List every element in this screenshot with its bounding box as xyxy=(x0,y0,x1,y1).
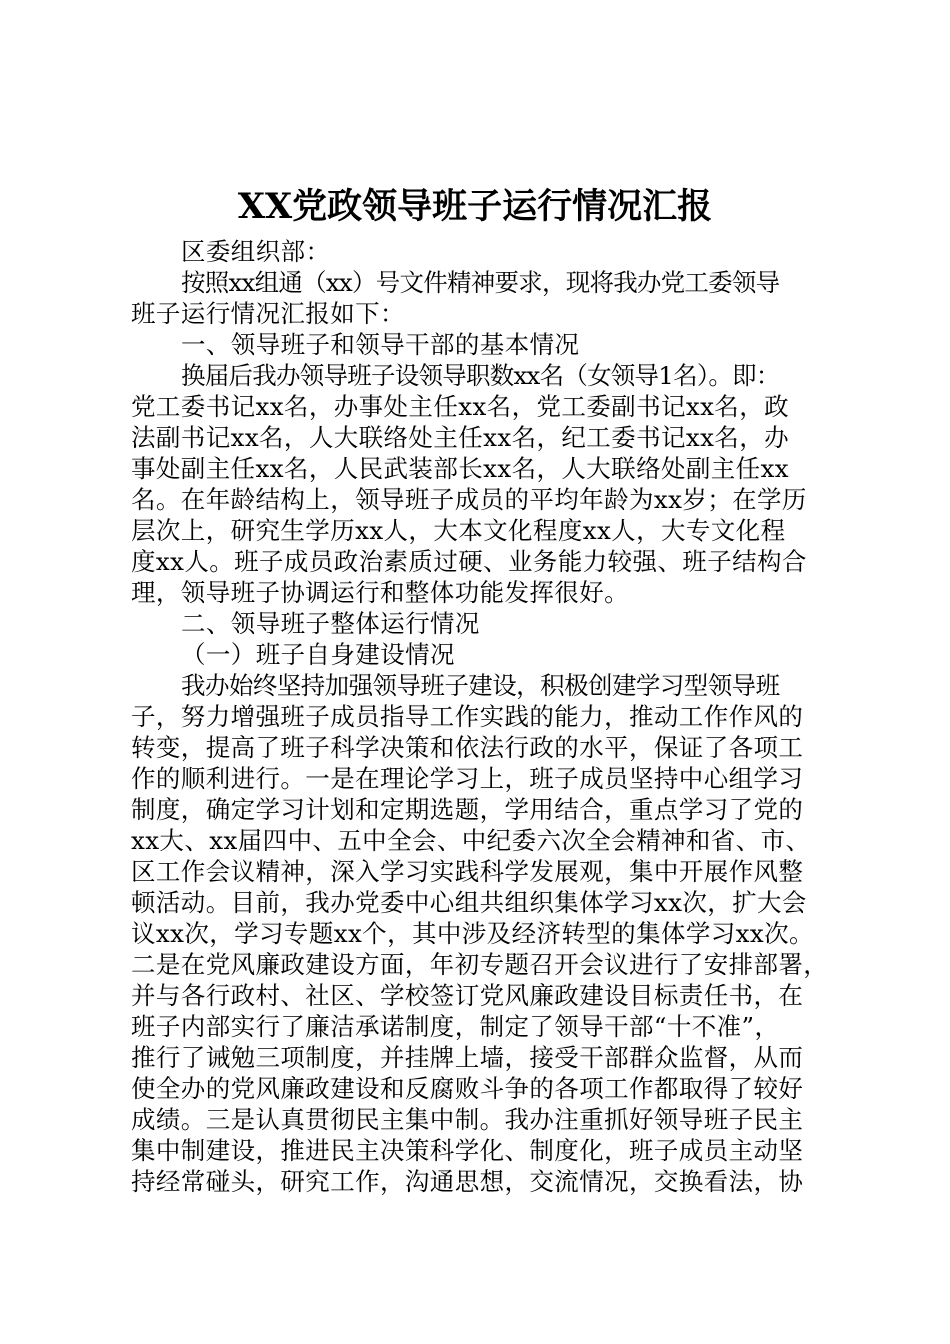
paragraph xyxy=(131,267,831,329)
text-line: 持经常碰头，研究工作，沟通思想，交流情况，交换看法，协 xyxy=(131,1167,804,1196)
text-line: 子，努力增强班子成员指导工作实践的能力，推动工作作风的 xyxy=(131,702,804,731)
document-body xyxy=(131,236,831,1197)
text-line: 理，领导班子协调运行和整体功能发挥很好。 xyxy=(131,578,629,607)
text-line: 度xx人。班子成员政治素质过硬、业务能力较强、班子结构合 xyxy=(131,547,807,576)
text-line: （一）班子自身建设情况 xyxy=(181,640,455,669)
text-line: 集中制建设，推进民主决策科学化、制度化，班子成员主动坚 xyxy=(131,1136,804,1165)
text-line: 换届后我办领导班子设领导职数xx名（女领导1名）。即： xyxy=(181,361,780,390)
text-line: 二、领导班子整体运行情况 xyxy=(181,609,480,638)
text-line: 议xx次，学习专题xx个，其中涉及经济转型的集体学习xx次。 xyxy=(131,919,814,948)
text-line: 一、领导班子和领导干部的基本情况 xyxy=(181,330,580,359)
text-line: 推行了诫勉三项制度，并挂牌上墙，接受干部群众监督，从而 xyxy=(131,1043,804,1072)
text-line: 成绩。三是认真贯彻民主集中制。我办注重抓好领导班子民主 xyxy=(131,1105,804,1134)
text-line: 制度，确定学习计划和定期选题，学用结合，重点学习了党的 xyxy=(131,795,804,824)
text-line: 党工委书记xx名，办事处主任xx名，党工委副书记xx名，政 xyxy=(131,392,790,421)
text-line: 区委组织部： xyxy=(181,237,331,266)
text-line: 使全办的党风廉政建设和反腐败斗争的各项工作都取得了较好 xyxy=(131,1074,804,1103)
paragraph xyxy=(131,608,831,639)
paragraph xyxy=(131,639,831,670)
text-line: 区工作会议精神，深入学习实践科学发展观，集中开展作风整 xyxy=(131,857,804,886)
text-line: 转变，提高了班子科学决策和依法行政的水平，保证了各项工 xyxy=(131,733,804,762)
document-title: XX党政领导班子运行情况汇报 xyxy=(237,186,713,227)
text-line: 作的顺利进行。一是在理论学习上，班子成员坚持中心组学习 xyxy=(131,764,804,793)
text-line: 我办始终坚持加强领导班子建设，积极创建学习型领导班 xyxy=(181,671,780,700)
text-line: 事处副主任xx名，人民武装部长xx名，人大联络处副主任xx xyxy=(131,454,790,483)
text-line: 顿活动。目前，我办党委中心组共组织集体学习xx次，扩大会 xyxy=(131,888,807,917)
text-line: 班子运行情况汇报如下： xyxy=(131,299,405,328)
paragraph xyxy=(131,236,831,267)
text-line: 并与各行政村、社区、学校签订党风廉政建设目标责任书，在 xyxy=(131,981,804,1010)
text-line: 按照xx组通（xx）号文件精神要求，现将我办党工委领导 xyxy=(181,268,780,297)
text-line: 班子内部实行了廉洁承诺制度，制定了领导干部“十不准”， xyxy=(131,1012,780,1041)
text-line: 二是在党风廉政建设方面，年初专题召开会议进行了安排部署， xyxy=(131,950,829,979)
text-line: 法副书记xx名，人大联络处主任xx名，纪工委书记xx名，办 xyxy=(131,423,790,452)
text-line: 名。在年龄结构上，领导班子成员的平均年龄为xx岁；在学历 xyxy=(131,485,807,514)
paragraph xyxy=(131,329,831,360)
paragraph xyxy=(131,670,831,1197)
text-line: 层次上，研究生学历xx人，大本文化程度xx人，大专文化程 xyxy=(131,516,786,545)
text-line: xx大、xx届四中、五中全会、中纪委六次全会精神和省、市、 xyxy=(131,826,811,855)
paragraph xyxy=(131,360,831,608)
